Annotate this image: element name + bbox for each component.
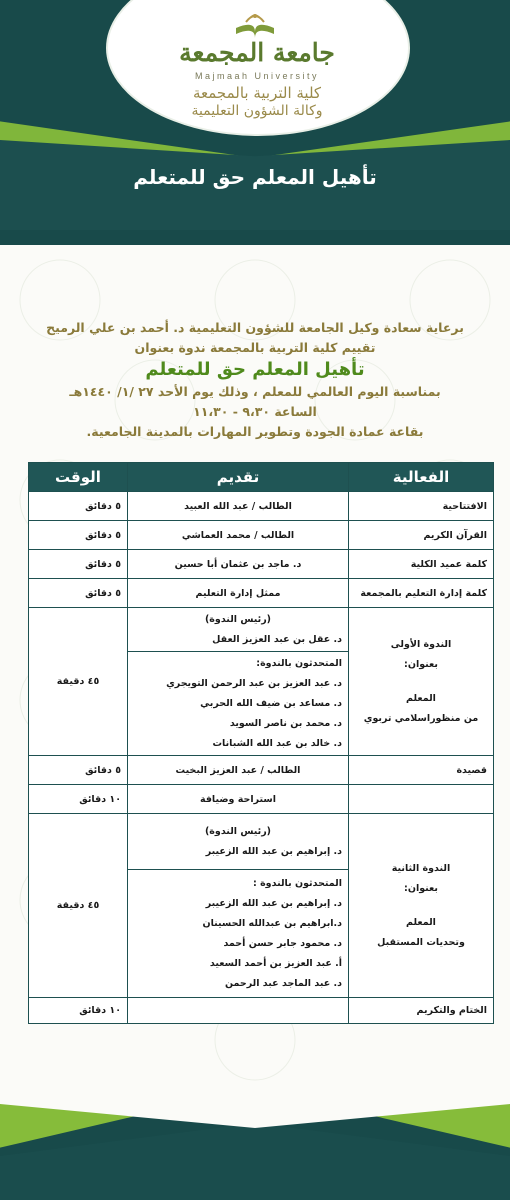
activity-cell: كلمة إدارة التعليم بالمجمعة <box>349 579 494 608</box>
speaker-name: د. مساعد بن ضيف الله الحربي <box>200 697 342 709</box>
time-cell: ٥ دقائق <box>29 756 128 785</box>
seminar1-speakers-cell <box>128 652 349 756</box>
header-band <box>0 0 510 245</box>
speaker-name: د. خالد بن عبد الله الشبانات <box>212 737 342 749</box>
table-header-row <box>29 463 494 492</box>
table-row <box>29 998 494 1024</box>
time-cell: ٥ دقائق <box>29 550 128 579</box>
university-name-english: Majmaah University <box>194 71 320 81</box>
table-row <box>29 521 494 550</box>
activity-cell: الختام والتكريم <box>349 998 494 1024</box>
seminar1-subtitle-label: بعنوان: <box>404 658 438 670</box>
time-cell: ٥ دقائق <box>29 579 128 608</box>
presenter-cell <box>128 998 349 1024</box>
seminar1-label: الندوة الأولى <box>390 638 452 650</box>
intro-text <box>28 318 482 442</box>
presenter-cell: ممثل إدارة التعليم <box>128 579 349 608</box>
presenter-cell: الطالب / عبد الله العبيد <box>128 492 349 521</box>
seminar2-topic-line1: المعلم <box>406 916 436 928</box>
chair-name: د. إبراهيم بن عبد الله الزعيبر <box>205 845 342 857</box>
table-row <box>29 756 494 785</box>
seminar1-topic-line2: من منظوراسلامي تربوي <box>363 712 479 724</box>
seminar1-activity-cell <box>349 608 494 756</box>
program-table <box>28 462 494 1024</box>
header-presenter: تقديم <box>128 463 349 492</box>
seminar2-subtitle-label: بعنوان: <box>404 882 438 894</box>
presenter-cell: الطالب / عبد العزيز البخيت <box>128 756 349 785</box>
occasion-date-line: بمناسبة اليوم العالمي للمعلم ، وذلك يوم الأحد ٢٧ /١/ ١٤٤٠هـ <box>69 384 441 399</box>
organizer-line: تقييم كلية التربية بالمجمعة ندوة بعنوان <box>134 340 376 355</box>
seminar1-chair-row <box>29 608 494 652</box>
speakers-heading: المتحدثون بالندوة: <box>256 657 342 669</box>
footer-band <box>0 1090 510 1200</box>
activity-cell: قصيدة <box>349 756 494 785</box>
table-row <box>29 785 494 814</box>
time-cell: ١٠ دقائق <box>29 998 128 1024</box>
speaker-name: د. عبد الماجد عبد الرحمن <box>224 977 342 989</box>
presenter-cell: استراحة وضيافة <box>128 785 349 814</box>
chair-name: د. عقل بن عبد العزيز العقل <box>212 633 342 645</box>
university-name-arabic: جامعة المجمعة <box>179 38 335 67</box>
speakers-heading: المتحدثون بالندوة : <box>252 877 342 889</box>
presenter-cell: الطالب / محمد العماشي <box>128 521 349 550</box>
seminar-title: تأهيل المعلم حق للمتعلم <box>145 359 365 380</box>
chair-heading: (رئيس الندوة) <box>204 825 272 837</box>
seminar2-time-cell: ٤٥ دقيقة <box>29 814 128 998</box>
seminar2-activity-cell <box>349 814 494 998</box>
seminar2-speakers-cell <box>128 870 349 998</box>
seminar1-time-cell: ٤٥ دقيقة <box>29 608 128 756</box>
patronage-line: برعاية سعادة وكيل الجامعة للشؤون التعليمية د. أحمد بن علي الرميح <box>46 320 464 335</box>
speaker-name: د.ابراهيم بن عبدالله الحسينان <box>202 917 342 929</box>
time-cell: ٥ دقائق <box>29 492 128 521</box>
college-name: كلية التربية بالمجمعة <box>192 84 322 102</box>
speaker-name: د. إبراهيم بن عبد الله الزعيبر <box>205 897 342 909</box>
activity-cell <box>349 785 494 814</box>
activity-cell: القرآن الكريم <box>349 521 494 550</box>
table-row <box>29 579 494 608</box>
seminar2-label: الندوة الثانية <box>391 862 451 874</box>
seminar2-chair-cell <box>128 814 349 870</box>
presenter-cell: د. ماجد بن عثمان أبا حسين <box>128 550 349 579</box>
chair-heading: (رئيس الندوة) <box>204 613 272 625</box>
seminar2-topic-line2: وتحديات المستقبل <box>377 936 465 948</box>
speaker-name: د. عبد العزيز بن عبد الرحمن التويجري <box>166 677 342 689</box>
speaker-name: أ. عبد العزيز بن أحمد السعيد <box>209 957 342 969</box>
time-cell: ٥ دقائق <box>29 521 128 550</box>
speaker-name: د. محمود جابر حسن أحمد <box>223 937 342 949</box>
open-book-logo-icon <box>232 8 278 40</box>
venue-line: بقاعة عمادة الجودة وتطوير المهارات بالمدينة الجامعية. <box>86 424 424 439</box>
agency-name: وكالة الشؤون التعليمية <box>191 103 323 119</box>
time-line: الساعة ٩،٣٠ - ١١،٣٠ <box>193 404 317 419</box>
seminar2-chair-row <box>29 814 494 870</box>
table-row <box>29 492 494 521</box>
seminar1-topic-line1: المعلم <box>406 692 436 704</box>
activity-cell: الافتتاحية <box>349 492 494 521</box>
header-time: الوقت <box>29 463 128 492</box>
time-cell: ١٠ دقائق <box>29 785 128 814</box>
header-activity: الفعالية <box>349 463 494 492</box>
activity-cell: كلمة عميد الكلية <box>349 550 494 579</box>
table-row <box>29 550 494 579</box>
seminar1-chair-cell <box>128 608 349 652</box>
speaker-name: د. محمد بن ناصر السويد <box>229 717 342 729</box>
banner-title: تأهيل المعلم حق للمتعلم <box>133 165 377 189</box>
